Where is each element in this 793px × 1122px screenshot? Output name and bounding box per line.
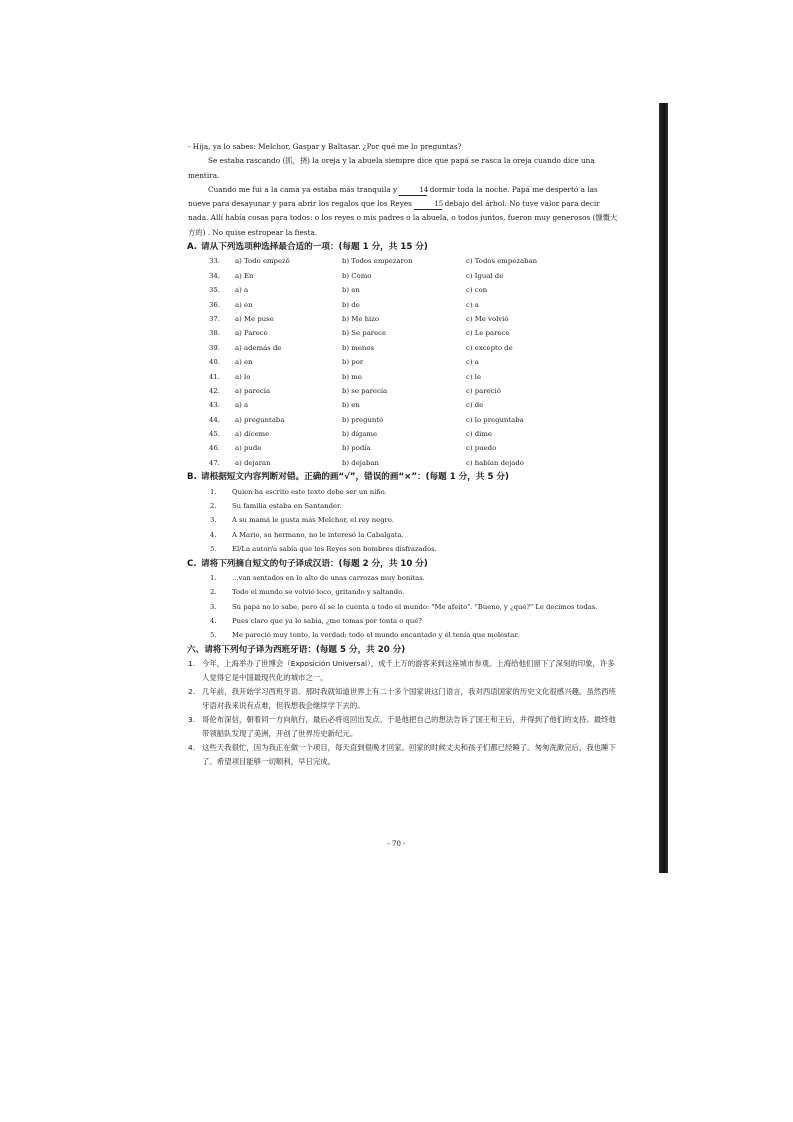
scan-edge-bar — [659, 103, 668, 873]
option-b: b) se parecía — [342, 386, 388, 395]
section-a-options — [188, 254, 618, 470]
item-number: 4. — [188, 743, 196, 753]
exam-page — [188, 140, 618, 769]
question-number: 46. — [209, 444, 220, 453]
option-c: c) a — [466, 300, 479, 309]
list-item — [188, 600, 618, 614]
item-text: El/La autor/a sabía que los Reyes son hombres disfrazados. — [232, 545, 437, 554]
option-b: b) podía — [342, 444, 371, 453]
question-number: 41. — [209, 372, 220, 381]
item-text: 今年，上海举办了世博会（Exposición Universal），成千上万的游客来到这座城市参观。上海给他们留下了深刻的印象，许多人觉得它是中国最现代化的城市之一。 — [202, 659, 615, 683]
list-item — [188, 571, 618, 585]
list-item — [188, 485, 618, 499]
option-b: b) preguntó — [342, 415, 384, 424]
list-item — [188, 528, 618, 542]
option-row — [188, 298, 618, 312]
question-number: 39. — [209, 343, 220, 352]
option-row — [188, 441, 618, 455]
option-c: c) le — [466, 372, 482, 381]
list-item — [188, 585, 618, 599]
list-item — [188, 685, 618, 713]
option-b: b) dígame — [342, 430, 378, 439]
option-c: c) excepto de — [466, 343, 513, 352]
question-number: 36. — [209, 300, 220, 309]
option-c: c) lo preguntaba — [466, 415, 524, 424]
story-text: dormir toda la noche. Papá me despertó a las nueve para desayunar y para abrir los regalos que los Reyes — [188, 184, 598, 209]
item-number: 1. — [210, 487, 217, 496]
option-a: a) pude — [235, 444, 262, 453]
option-row — [188, 326, 618, 340]
option-b: b) de — [342, 300, 360, 309]
item-text: Pues claro que ya lo sabía, ¿me tomas por tonta o qué? — [232, 617, 422, 626]
option-a: a) Parece — [235, 329, 268, 338]
section-heading: 请根据短文内容判断对错。正确的画“√”，错误的画“×”：(每题 1 分，共 5 分) — [201, 472, 509, 483]
option-c: c) dime — [466, 430, 492, 439]
question-number: 47. — [209, 458, 220, 467]
option-a: a) lo — [235, 372, 251, 381]
story-paragraph-2: Se estaba rascando (抓，挠) la oreja y la abuela siempre dice que papá se rasca la oreja cuando dice una mentira. — [188, 156, 595, 180]
option-c: c) Me volvió — [466, 314, 509, 323]
option-row — [188, 254, 618, 268]
option-c: c) puedo — [466, 444, 497, 453]
option-a: a) Me puse — [235, 314, 274, 323]
item-number: 1. — [188, 659, 196, 669]
option-c: c) a — [466, 358, 479, 367]
item-text: 这些天我很忙，因为我正在做一个项目，每天直到很晚才回家。回家的时候丈夫和孩子们都已经睡了。匆匆洗漱完后，我也睡下了。希望项目能够一切顺利，早日完成。 — [202, 743, 616, 767]
list-item — [188, 614, 618, 628]
list-item — [188, 513, 618, 527]
blank-14: 14 — [399, 186, 427, 196]
option-a: a) Todo empezó — [235, 257, 290, 266]
section-letter: C. — [187, 558, 197, 569]
section-b-items — [188, 485, 618, 557]
question-number: 37. — [209, 314, 220, 323]
item-number: 2. — [210, 501, 217, 510]
option-c: c) con — [466, 286, 488, 295]
option-c: c) Igual de — [466, 271, 504, 280]
item-number: 1. — [210, 573, 217, 582]
section-heading: 请从下列选项种选择最合适的一项：(每题 1 分，共 15 分) — [201, 242, 428, 253]
option-c: c) de — [466, 401, 484, 410]
item-number: 2. — [210, 588, 217, 597]
option-a: a) parecía — [235, 386, 271, 395]
section-b-title — [187, 470, 618, 484]
question-number: 33. — [209, 257, 220, 266]
item-text: Todo el mundo se volvió loco, gritando y saltando. — [232, 588, 405, 597]
item-text: A Mario, su hermano, no le interesó la Cabalgata. — [232, 530, 404, 539]
item-text: 哥伦布深信，朝着同一方向航行，最后必将返回出发点。于是他把自己的想法告诉了国王和王后，并得到了他们的支持。最终他带领船队发现了美洲，开创了世界历史新纪元。 — [202, 715, 616, 739]
list-item — [188, 657, 618, 685]
question-number: 43. — [209, 401, 220, 410]
story-text: debajo del árbol. No tuve valor para decir nada. Allí había cosas para todos: o los reyes o mis padres o la abuela, o todos juntos, fueron muy generosos (慷慨大方的) . No quise estropear la fiesta. — [188, 199, 618, 237]
option-row — [188, 355, 618, 369]
list-item — [188, 713, 618, 741]
item-text: ...van sentados en lo alto de unas carrozas muy bonitas. — [232, 573, 425, 582]
option-b: b) en — [342, 401, 360, 410]
option-row — [188, 413, 618, 427]
option-row — [188, 283, 618, 297]
section-heading: 请将下列摘自短文的句子译成汉语：(每题 2 分，共 10 分) — [201, 558, 428, 569]
story-paragraph-3 — [188, 183, 618, 240]
option-b: b) menos — [342, 343, 375, 352]
item-text: Su papá no lo sabe, pero él se lo cuenta a todo el mundo: "Me afeito". "Bueno, y ¿qué?" Le decimos todas. — [232, 602, 598, 611]
option-b: b) Me hizo — [342, 314, 380, 323]
section-six-title: 六、请将下列句子译为西班牙语：(每题 5 分，共 20 分) — [187, 644, 406, 655]
question-number: 34. — [209, 271, 220, 280]
option-b: b) me — [342, 372, 362, 381]
item-number: 5. — [210, 631, 217, 640]
question-number: 40. — [209, 358, 220, 367]
option-row — [188, 370, 618, 384]
option-a: a) preguntaba — [235, 415, 285, 424]
item-text: Quien ha escrito este texto debe ser un niño. — [232, 487, 387, 496]
option-b: b) Todos empezaron — [342, 257, 413, 266]
option-a: a) en — [235, 358, 253, 367]
question-number: 42. — [209, 386, 220, 395]
list-item — [188, 628, 618, 642]
option-a: a) en — [235, 300, 253, 309]
option-row — [188, 427, 618, 441]
section-a-title — [187, 240, 618, 254]
option-c: c) habían dejado — [466, 458, 524, 467]
blank-15: 15 — [414, 200, 442, 210]
item-number: 3. — [210, 516, 217, 525]
option-a: a) díceme — [235, 430, 270, 439]
list-item — [188, 499, 618, 513]
item-text: Me pareció muy tonto, la verdad; todo el mundo encantado y él tenía que molestar. — [232, 631, 519, 640]
item-number: 5. — [210, 545, 217, 554]
option-c: c) Todos empezaban — [466, 257, 538, 266]
option-row — [188, 312, 618, 326]
option-a: a) además de — [235, 343, 282, 352]
item-number: 4. — [210, 617, 217, 626]
item-number: 4. — [210, 530, 217, 539]
item-number: 2. — [188, 687, 196, 697]
option-row — [188, 456, 618, 470]
list-item — [188, 542, 618, 556]
option-a: a) En — [235, 271, 254, 280]
section-c-items — [188, 571, 618, 643]
section-letter: B. — [187, 472, 197, 483]
question-number: 45. — [209, 430, 220, 439]
list-item — [188, 741, 618, 769]
section-c-title — [187, 557, 618, 571]
story-text: Cuando me fui a la cama ya estaba más tranquila y — [208, 184, 398, 194]
option-b: b) en — [342, 286, 360, 295]
item-text: Su familia estaba en Santander. — [232, 501, 342, 510]
story-line-1: - Hija, ya lo sabes: Melchor, Gaspar y Baltasar. ¿Por qué me lo preguntas? — [188, 142, 462, 151]
option-a: a) dejaran — [235, 458, 271, 467]
section-six-items — [188, 657, 618, 769]
option-row — [188, 269, 618, 283]
option-b: b) dejaban — [342, 458, 379, 467]
option-c: c) pareció — [466, 386, 501, 395]
option-a: a) a — [235, 286, 249, 295]
section-letter: A. — [187, 242, 198, 253]
question-number: 35. — [209, 286, 220, 295]
question-number: 44. — [209, 415, 220, 424]
item-text: 几年前，我开始学习西班牙语。那时我就知道世界上有二十多个国家讲这门语言，我对西语国家的历史文化很感兴趣。虽然西班牙语对我来说有点难，但我想我会继续学下去的。 — [202, 687, 616, 711]
item-number: 3. — [210, 602, 217, 611]
option-a: a) a — [235, 401, 249, 410]
item-text: A su mamá le gusta más Melchor, el rey negro. — [232, 516, 394, 525]
option-row — [188, 398, 618, 412]
question-number: 38. — [209, 329, 220, 338]
option-b: b) por — [342, 358, 364, 367]
option-c: c) Le parece — [466, 329, 510, 338]
option-b: b) Como — [342, 271, 372, 280]
option-row — [188, 341, 618, 355]
item-number: 3. — [188, 715, 196, 725]
option-b: b) Se parece — [342, 329, 387, 338]
option-row — [188, 384, 618, 398]
page-number: - 70 - — [387, 840, 406, 848]
